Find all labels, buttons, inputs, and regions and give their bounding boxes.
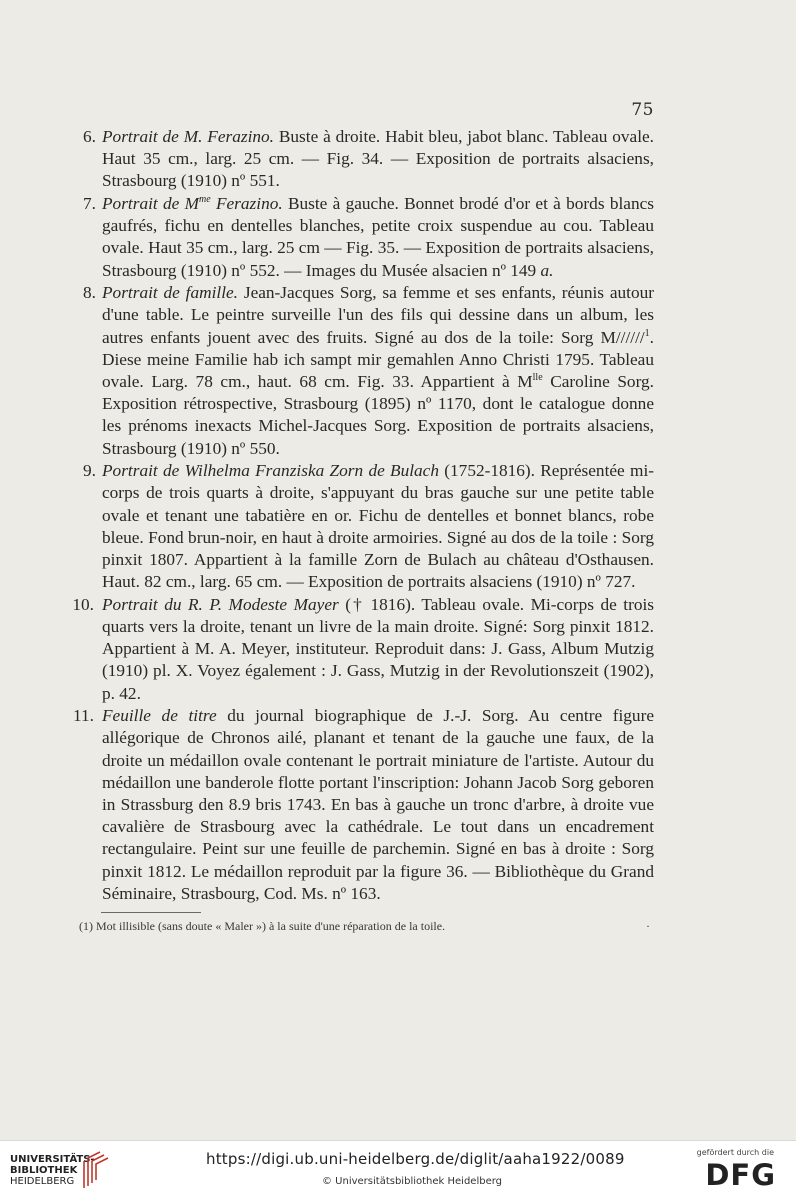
entry-text: Caroline Sorg. Exposition rétrospective, Strasbourg (1895) nº 1170, dont le catalogue donne les prénoms inexacts Michel-Jacques Sorg. Exposition de portraits alsaciens, Strasbourg (1910) nº 550. xyxy=(102,372,654,458)
entry-title: Portrait de Wilhelma Franziska Zorn de Bulach xyxy=(102,461,439,481)
footnote-marker: (1) xyxy=(79,919,93,933)
entry-text: Buste à gauche. Bonnet brodé d'or et à bords blancs gaufrés, fichu en dentelles blanches, petite croix suspendue au cou. Tableau ovale. Haut 35 cm., larg. 25 cm — Fig. 35. — Exposition de portraits alsaciens, Strasbourg (1910) nº 552. — Images du Musée alsacien nº 149 xyxy=(102,194,654,280)
entry-title: Feuille de titre xyxy=(102,706,217,726)
footnote xyxy=(79,919,654,934)
entry-number: 7. xyxy=(83,194,96,213)
stray-mark: · xyxy=(646,919,650,933)
catalogue-entries xyxy=(72,126,654,905)
footnote-divider xyxy=(101,912,201,913)
entry-number: 10. xyxy=(72,594,94,614)
entry-text: du journal biographique de J.-J. Sorg. Au centre figure allégorique de Chronos ailé, planant et tenant de la gauche une faux, de la droite un médaillon ovale contenant le portrait miniature de l'artiste. Autour du médaillon une banderole flotte portant l'inscription: Johann Jacob Sorg geboren in Strassburg den 8.9 bris 1743. En bas à gauche un tronc d'arbre, à droite vue cavalière de Strasbourg avec la cathédrale. Le tout dans un encadrement rectangulaire. Peint sur une feuille de parchemin. Signé en bas à droite : Sorg pinxit 1812. Le médaillon reproduit par la figure 36. — Bibliothèque du Grand Séminaire, Strasbourg, Cod. Ms. nº 163. xyxy=(102,706,654,903)
entry-text-italic: a. xyxy=(540,260,554,280)
funding-label: gefördert durch die xyxy=(696,1148,774,1157)
entry-8: 8. Portrait de famille. Jean-Jacques Sorg, sa femme et ses enfants, réunis autour d'une table. Le peintre surveille l'un des fils qui dessine dans un album, les autres enfants jouent avec des fruits. Signé au dos de la toile: Sorg M//////$^1$. Diese meine Familie hab ich sampt mir gemahlen Anno Christi 1795. Tableau ovale. Larg. 78 cm., haut. 68 cm. Fig. 33. Appartient à $M^{lle}$ Caroline Sorg. Exposition rétrospective, Strasbourg (1895) nº 1170, dont le catalogue donne les prénoms inexacts Michel-Jacques Sorg. Exposition de portraits alsaciens, Strasbourg (1910) nº 550. xyxy=(72,282,654,460)
entry-number: 11. xyxy=(73,706,94,726)
copyright-notice: © Universitätsbibliothek Heidelberg xyxy=(322,1176,503,1187)
entry-9 xyxy=(72,460,654,593)
entry-text: . Diese meine Familie hab ich sampt mir gemahlen Anno Christi 1795. Tableau ovale. Larg. 78 cm., haut. 68 cm. Fig. 33. Appartient à M xyxy=(102,327,654,392)
entry-number: 6. xyxy=(83,127,96,146)
entry-text: Buste à droite. Habit bleu, jabot blanc. Tableau ovale. Haut 35 cm., larg. 25 cm. — Fig. 34. — Exposition de portraits alsaciens, Strasbourg (1910) nº 551. xyxy=(102,127,655,191)
entry-text: (1752-1816). Représentée mi-corps de trois quarts à droite, s'appuyant du bras gauche sur une petite table ovale et tenant une tabatière en or. Fichu de dentelles et bonnet blancs, robe bleue. Fond brun-noir, en haut à droite armoiries. Signé au dos de la toile : Sorg pinxit 1807. Appartient à la famille Zorn de Bulach au château d'Osthausen. Haut. 82 cm., larg. 65 cm. — Exposition de portraits alsaciens (1910) nº 727. xyxy=(102,461,654,592)
entry-7 xyxy=(72,193,654,282)
footnote-text: Mot illisible (sans doute « Maler ») à la suite d'une réparation de la toile. xyxy=(93,919,446,933)
footnote-reference: 1 xyxy=(644,327,650,339)
entry-title: Portrait de M. Ferazino. xyxy=(102,127,275,146)
entry-title: Portrait de $M^{me}$ Ferazino. xyxy=(102,194,283,213)
entry-number: 8. xyxy=(83,283,96,303)
entry-title: Portrait du R. P. Modeste Mayer xyxy=(102,594,339,614)
entry-6 xyxy=(72,126,654,193)
entry-number: 9. xyxy=(83,461,96,481)
entry-10 xyxy=(72,594,654,705)
library-logo-icon[interactable] xyxy=(78,1149,112,1189)
library-logo-text[interactable]: UNIVERSITÄTS- BIBLIOTHEK HEIDELBERG xyxy=(10,1154,95,1187)
permalink-url[interactable]: https://digi.ub.uni-heidelberg.de/diglit/aaha1922/0089 xyxy=(206,1150,625,1168)
page-number: 75 xyxy=(631,100,654,120)
dfg-logo[interactable]: DFG xyxy=(705,1158,776,1192)
entry-title: Portrait de famille. xyxy=(102,283,238,303)
entry-text: († 1816). Tableau ovale. Mi-corps de trois quarts vers la droite, tenant un livre de la main droite. Signé: Sorg pinxit 1812. Appartient à M. A. Meyer, instituteur. Reproduit dans: J. Gass, Album Mutzig (1910) pl. X. Voyez également : J. Gass, Mutzig in der Revolutionszeit (1902), p. 42. xyxy=(102,594,654,703)
entry-11 xyxy=(72,705,654,905)
entry-text: Jean-Jacques Sorg, sa femme et ses enfants, réunis autour d'une table. Le peintre surveille l'un des fils qui dessine dans un album, les autres enfants jouent avec des fruits. Signé au dos de la toile: Sorg M////// xyxy=(102,283,654,347)
viewer-footer xyxy=(0,1140,796,1198)
